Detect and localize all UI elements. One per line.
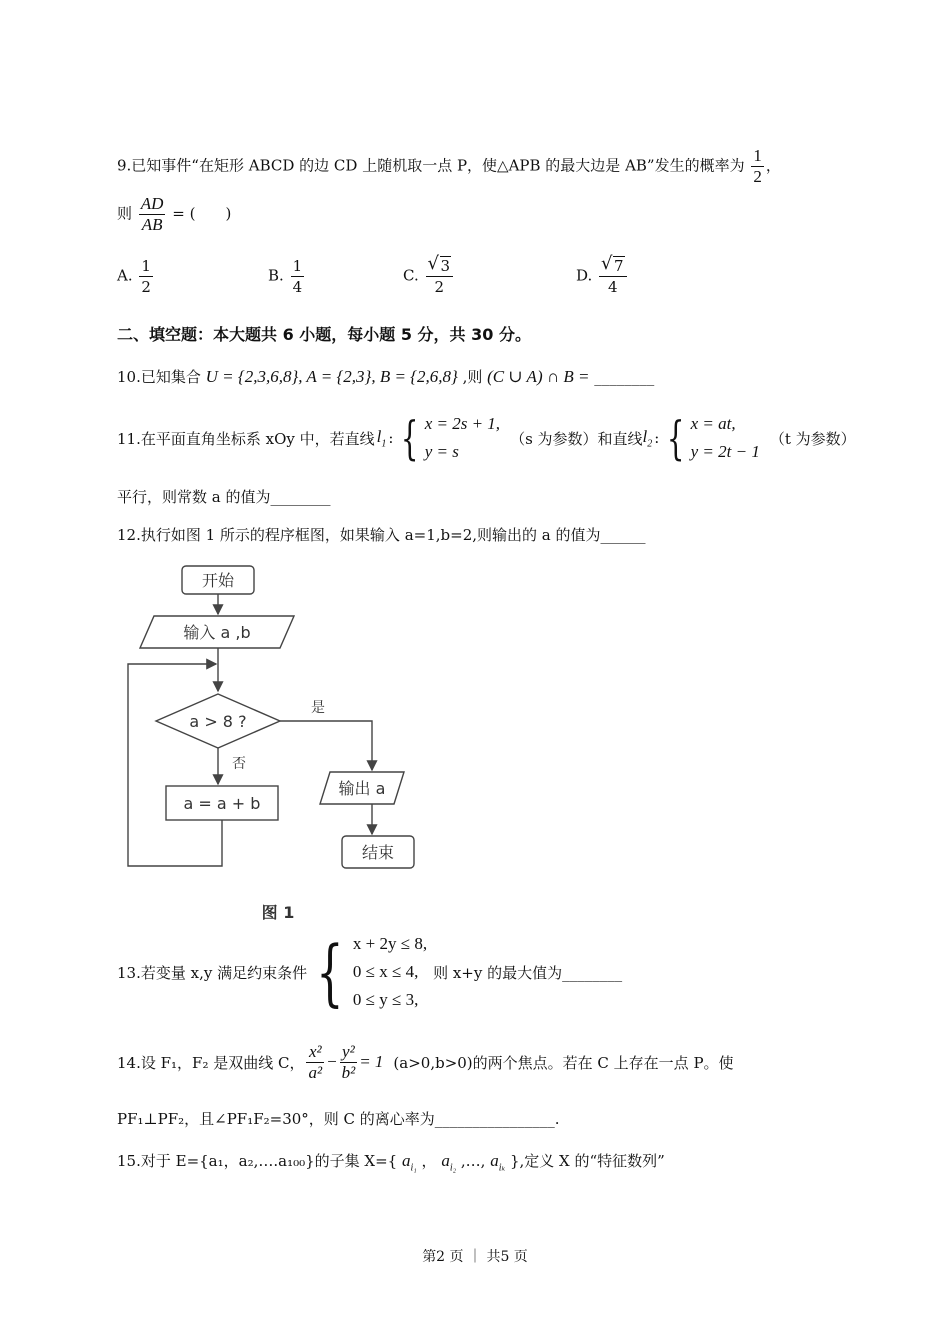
q14-line2: PF₁⊥PF₂，且∠PF₁F₂=30°，则 C 的离心率为________________. <box>117 1110 560 1128</box>
q9-option-d: D. √ $\frac{7}{4}$ <box>576 256 629 297</box>
page-footer: 第2 页 ｜ 共5 页 <box>422 1249 528 1265</box>
q11-line2: 平行，则常数 a 的值为________ <box>117 488 331 506</box>
q9-ask: 则 $\frac{AD}{AB}$ = ( ) <box>117 194 232 234</box>
q9-ratio-fraction: $\frac{AD}{AB}$ <box>140 194 164 234</box>
brace-icon: { <box>316 930 344 1014</box>
option-fraction: $\frac{1}{2}$ <box>141 257 151 296</box>
option-fraction: √ $\frac{3}{2}$ <box>426 256 454 297</box>
q9-option-a: A. $\frac{1}{2}$ <box>117 257 151 296</box>
end-label: 结束 <box>361 843 395 862</box>
process-label: a = a + b <box>183 794 261 813</box>
l1-equation-system: { x = 2s + 1, y = s <box>401 411 501 465</box>
section-heading: 二、填空题：本大题共 6 小题，每小题 5 分，共 30 分。 <box>117 325 531 344</box>
constraint-system: { x + 2y ≤ 8, 0 ≤ x ≤ 4, 0 ≤ y ≤ 3, <box>316 930 428 1014</box>
q10: 10.已知集合 U = {2,3,6,8}, A = {2,3}, B = {2,6,8} ,则 (C ∪ A) ∩ B = ________ <box>117 367 655 386</box>
no-label: 否 <box>232 756 246 772</box>
q9-option-b: B. $\frac{1}{4}$ <box>268 257 303 296</box>
q11: 11.在平面直角坐标系 xOy 中，若直线 $l_1$ : { x = 2s + 1, y = s （s 为参数）和直线 $l_2$ : { x = at, y = 2t − 1 （t 为参数） <box>117 411 856 465</box>
l2-equation-system: { x = at, y = 2t − 1 <box>667 411 760 465</box>
x-fraction: $\frac{\text{x²}}{\text{a²}}$ <box>308 1041 323 1082</box>
output-label: 输出 a <box>338 779 386 798</box>
option-fraction: $\frac{1}{4}$ <box>292 257 303 296</box>
q12: 12.执行如图 1 所示的程序框图，如果输入 a=1,b=2,则输出的 a 的值为______ <box>117 526 646 544</box>
q13: 13.若变量 x,y 满足约束条件 { x + 2y ≤ 8, 0 ≤ x ≤ 4, 0 ≤ y ≤ 3, 则 x+y 的最大值为________ <box>117 930 623 1014</box>
start-label: 开始 <box>201 571 235 590</box>
sqrt-symbol: √ 3 <box>428 256 452 276</box>
decision-label: a > 8 ? <box>189 712 247 731</box>
sqrt-symbol: √ 7 <box>601 256 625 276</box>
option-fraction: √ $\frac{7}{4}$ <box>599 256 627 297</box>
q9-stem: 9.已知事件“在矩形 ABCD 的边 CD 上随机取一点 P，使△APB 的最大边是 AB”发生的概率为 $\frac{1}{2}$ ， <box>117 146 781 186</box>
brace-icon: { <box>667 411 685 465</box>
input-label: 输入 a ,b <box>183 623 251 642</box>
y-fraction: $\frac{\text{y²}}{\text{b²}}$ <box>341 1041 356 1082</box>
q15: 15.对于 E={a₁，a₂,….a₁₀₀}的子集 X={ $a_{i_1}$ ， $a_{i_2}$ ,…, $a_{i_k}$ },定义 X 的“特征数列” <box>117 1151 665 1174</box>
yes-label: 是 <box>311 700 325 716</box>
figure-caption: 图 1 <box>261 903 295 922</box>
brace-icon: { <box>401 411 419 465</box>
q9-probability-fraction: $\frac{1}{2}$ <box>753 146 762 186</box>
q14: 14.设 F₁，F₂ 是双曲线 C， $\frac{\text{x²}}{\text{a²}}$ − $\frac{\text{y²}}{\text{b²}}$ = 1 (a>0,b>0)的两个焦点。若在 C 上存在一点 P。使 <box>117 1041 734 1082</box>
flowchart <box>120 556 450 926</box>
q9-text: 9.已知事件“在矩形 ABCD 的边 CD 上随机取一点 P，使△APB 的最大边是 AB”发生的概率为 <box>117 156 745 175</box>
q9-option-c: C. √ $\frac{3}{2}$ <box>403 256 455 297</box>
